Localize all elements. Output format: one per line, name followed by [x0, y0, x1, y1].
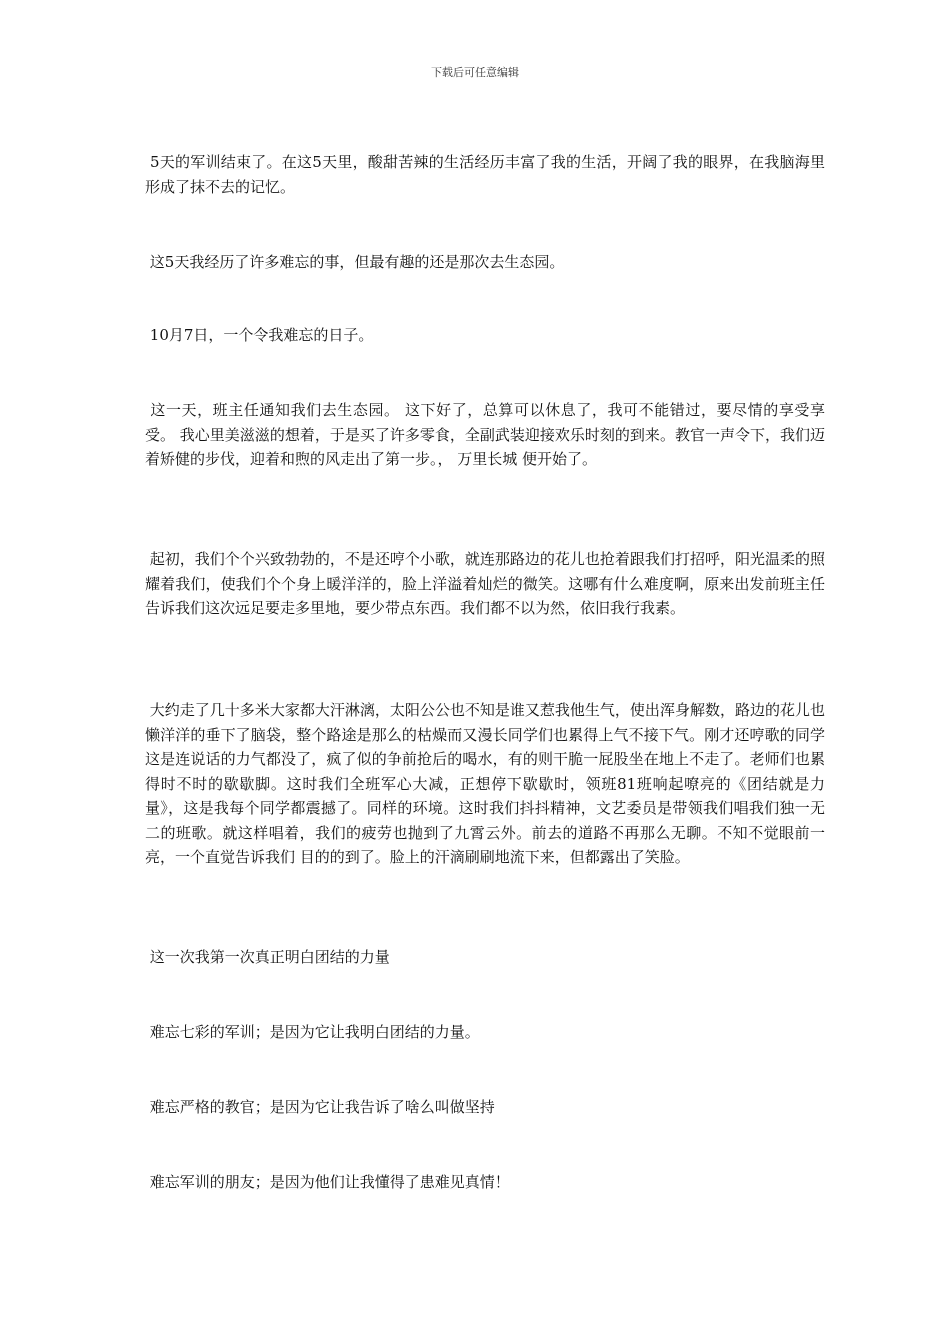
paragraph-2: 这5天我经历了许多难忘的事，但最有趣的还是那次去生态园。 — [145, 253, 565, 271]
paragraph-3: 10月7日，一个令我难忘的日子。 — [145, 326, 374, 344]
paragraph-7: 这一次我第一次真正明白团结的力量 — [145, 948, 390, 966]
paragraph-6: 大约走了几十多米大家都大汗淋漓，太阳公公也不知是谁又惹我他生气，使出浑身解数，路边的花儿也懒洋洋的垂下了脑袋，整个路途是那么的枯燥而又漫长同学们也累得上气不接下气。刚才还哼歌的同学这是连说话的力气都没了，疯了似的争前抢后的喝水，有的则干脆一屁股坐在地上不走了。老师们也累得时不时的歇歇脚。这时我们全班军心大减，正想停下歇歇时，领班81班响起嘹亮的《团结就是力量》，这是我每个同学都震撼了。同样的环境。这时我们抖抖精神，文艺委员是带领我们唱我们独一无二的班歌。就这样唱着，我们的疲劳也抛到了九霄云外。前去的道路不再那么无聊。不知不觉眼前一亮，一个直觉告诉我们 目的的到了。脸上的汗滴刷刷地流下来，但都露出了笑脸。 — [145, 701, 825, 866]
page-header: 下载后可任意编辑 — [431, 66, 519, 79]
paragraph-8: 难忘七彩的军训；是因为它让我明白团结的力量。 — [145, 1023, 480, 1041]
paragraph-4: 这一天，班主任通知我们去生态园。 这下好了，总算可以休息了，我可不能错过，要尽情的享受享受。 我心里美滋滋的想着，于是买了许多零食，全副武装迎接欢乐时刻的到来。教官一声令下，我们迈着矫健的步伐，迎着和煦的风走出了第一步。， 万里长城 便开始了。 — [145, 401, 825, 468]
paragraph-10: 难忘军训的朋友；是因为他们让我懂得了患难见真情！ — [145, 1173, 510, 1191]
paragraph-5: 起初，我们个个兴致勃勃的，不是还哼个小歌，就连那路边的花儿也抢着跟我们打招呼，阳光温柔的照耀着我们，使我们个个身上暖洋洋的，脸上洋溢着灿烂的微笑。这哪有什么难度啊，原来出发前班主任告诉我们这次远足要走多里地，要少带点东西。我们都不以为然，依旧我行我素。 — [145, 550, 825, 617]
paragraph-1: 5天的军训结束了。在这5天里，酸甜苦辣的生活经历丰富了我的生活，开阔了我的眼界，在我脑海里形成了抹不去的记忆。 — [145, 153, 825, 196]
paragraph-9: 难忘严格的教官；是因为它让我告诉了啥么叫做坚持 — [145, 1098, 495, 1116]
